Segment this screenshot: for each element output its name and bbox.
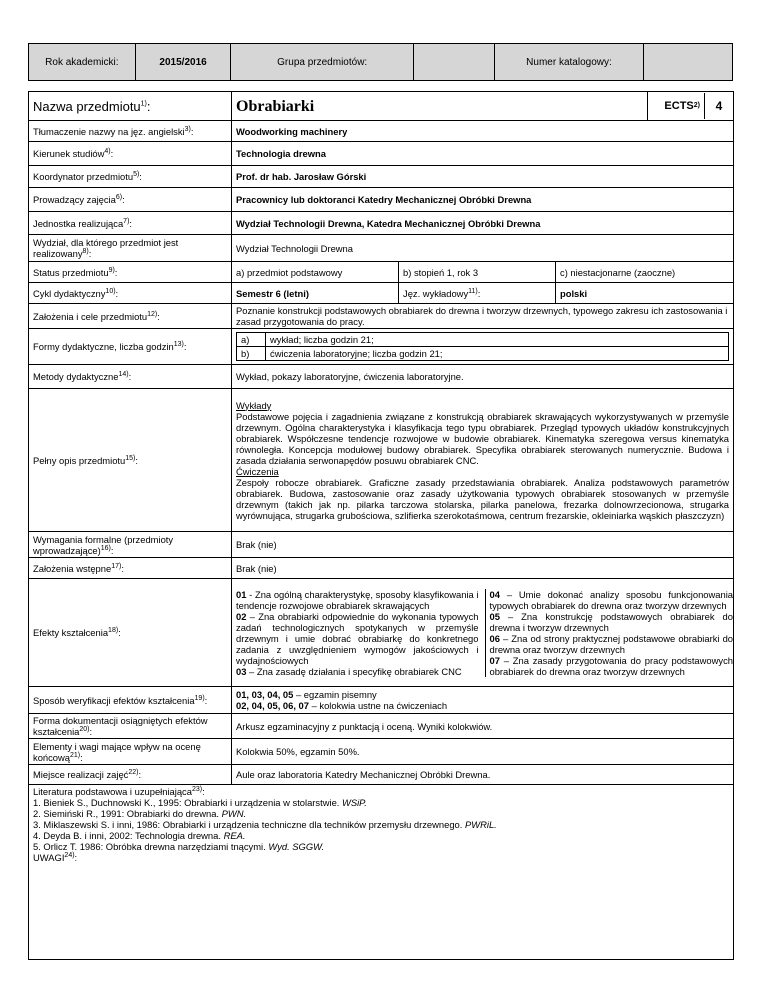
forms-item — [237, 333, 729, 347]
weights-row — [29, 739, 734, 765]
forms-item-text: ćwiczenia laboratoryjne; liczba godzin 21; — [266, 347, 729, 361]
aims-row — [29, 304, 734, 329]
status-row — [29, 262, 734, 283]
verification-label: Sposób weryfikacji efektów kształcenia$^{19)}$: — [29, 687, 232, 714]
verification-value — [232, 687, 734, 714]
forms-item-letter: a) — [237, 333, 266, 347]
formal-row — [29, 532, 734, 558]
catalog-value — [644, 44, 732, 80]
methods-label: Metody dydaktyczne$^{14)}$: — [29, 365, 232, 389]
formal-label: Wymagania formalne (przedmioty wprowadzające)$^{16)}$: — [29, 532, 232, 558]
prereq-value: Brak (nie) — [232, 558, 734, 579]
catalog-label: Numer katalogowy: — [495, 44, 645, 80]
outcome-item: 01 - Zna ogólną charakterystykę, sposoby klasyfikowania i tendencje rozwojowe obrabiarek skrawających — [236, 588, 479, 611]
outcome-item: 07 – Zna zasady przygotowania do pracy podstawowych obrabiarek do drewna oraz tworzyw drzewnych — [489, 654, 733, 677]
coordinator-row — [29, 166, 734, 188]
coordinator-value: Prof. dr hab. Jarosław Górski — [232, 166, 734, 188]
outcomes-columns — [236, 589, 733, 677]
forms-item — [237, 347, 729, 361]
course-card-table — [28, 91, 734, 960]
outcome-item: 03 – Zna zasadę działania i specyfikę obrabiarek CNC — [236, 665, 462, 677]
forms-value — [232, 329, 734, 365]
outcomes-row — [29, 579, 734, 687]
weights-value: Kolokwia 50%, egzamin 50%. — [232, 739, 734, 765]
cycle-label: Cykl dydaktyczny$^{10)}$: — [29, 283, 232, 304]
cycle-row — [29, 283, 734, 304]
translation-label: Tłumaczenie nazwy na jęz. angielski$^{3)}$: — [29, 121, 232, 142]
outcomes-left — [236, 589, 485, 677]
literature-item: 2. Siemiński R., 1991: Obrabiarki do drewna. PWN. — [33, 808, 247, 819]
field-label: Kierunek studiów$^{4)}$: — [29, 142, 232, 166]
unit-value: Wydział Technologii Drewna, Katedra Mechanicznej Obróbki Drewna — [232, 212, 734, 235]
language-value: polski — [556, 283, 734, 304]
place-value: Aule oraz laboratoria Katedry Mechanicznej Obróbki Drewna. — [232, 765, 734, 785]
remarks-label: UWAGI$^{24)}$: — [33, 851, 78, 863]
status-label: Status przedmiotu$^{9)}$: — [29, 262, 232, 283]
forms-item-text: wykład; liczba godzin 21; — [266, 333, 729, 347]
faculty-row — [29, 235, 734, 262]
literature-item: 4. Deyda B. i inni, 2002: Technologia drewna. REA. — [33, 830, 246, 841]
year-value: 2015/2016 — [136, 44, 232, 80]
aims-value: Poznanie konstrukcji podstawowych obrabiarek do drewna i tworzyw drzewnych, typowego zakresu ich zastosowania i zasad przygotowania do pracy. — [232, 304, 734, 329]
faculty-label: Wydział, dla którego przedmiot jest realizowany$^{8)}$: — [29, 235, 232, 262]
coordinator-label: Koordynator przedmiotu$^{5)}$: — [29, 166, 232, 188]
description-value — [232, 389, 734, 532]
status-mode: c) niestacjonarne (zaoczne) — [556, 262, 734, 283]
semester-value: Semestr 6 (letni) — [232, 283, 399, 304]
exercises-text: Zespoły robocze obrabiarek. Graficzne zasady przedstawiania obrabiarek. Analiza podstawowych parametrów obrabiarek. Budowa, zastosowanie oraz zasady użytkowania typowych obrabiarek stosowanych w przemyśle drzewnym (takich jak np. pilarka tarczowa stolarska, pilarka panelowa, frezarka dolnowrzecionowa, strugarka wyrównująca, strugarka grubościowa, szlifierka szerokotaśmowa, centrum frezarskie, okleiniarka wąskich płaszczyzn) — [236, 476, 729, 521]
outcome-item: 06 – Zna od strony praktycznej podstawowe obrabiarki do drewna oraz tworzyw drzewnych — [489, 632, 733, 655]
documentation-label: Forma dokumentacji osiągniętych efektów kształcenia$^{20)}$: — [29, 714, 232, 739]
literature-item: 5. Orlicz T. 1986: Obróbka drewna narzędziami tnącymi. Wyd. SGGW. — [33, 841, 325, 852]
methods-row — [29, 365, 734, 389]
verification-line: 02, 04, 05, 06, 07 – kolokwia ustne na ćwiczeniach — [236, 700, 448, 711]
ects-label: ECTS 2) — [648, 93, 705, 119]
forms-list — [236, 332, 729, 361]
group-label: Grupa przedmiotów: — [231, 44, 413, 80]
teachers-label: Prowadzący zajęcia$^{6)}$: — [29, 188, 232, 212]
group-value — [414, 44, 495, 80]
field-value: Technologia drewna — [232, 142, 734, 166]
weights-label: Elementy i wagi mające wpływ na ocenę końcową$^{21)}$: — [29, 739, 232, 765]
teachers-value: Pracownicy lub doktoranci Katedry Mechanicznej Obróbki Drewna — [232, 188, 734, 212]
teachers-row — [29, 188, 734, 212]
outcome-item: 05 – Zna konstrukcję podstawowych obrabiarek do drewna i tworzyw drzewnych — [489, 610, 733, 633]
ects-value: 4 — [715, 98, 723, 113]
forms-row — [29, 329, 734, 365]
literature-heading: Literatura podstawowa i uzupełniająca$^{23)}$: — [33, 785, 205, 797]
ects-cell — [648, 92, 734, 121]
literature-item: 1. Bieniek S., Duchnowski K., 1995: Obrabiarki i urządzenia w stolarstwie. WSiP. — [33, 797, 367, 808]
outcome-item: 04 – Umie dokonać analizy sposobu funkcjonowania typowych obrabiarek do drewna oraz tworzyw drzewnych — [489, 588, 733, 611]
prereq-row — [29, 558, 734, 579]
verification-line: 01, 03, 04, 05 – egzamin pisemny — [236, 689, 377, 700]
description-label: Pełny opis przedmiotu$^{15)}$: — [29, 389, 232, 532]
faculty-value: Wydział Technologii Drewna — [232, 235, 734, 262]
course-name-label: Nazwa przedmiotu$^{1)}$: — [29, 92, 232, 121]
formal-value: Brak (nie) — [232, 532, 734, 558]
exercises-heading: Ćwiczenia — [236, 465, 279, 477]
outcomes-right — [485, 589, 734, 677]
lectures-text: Podstawowe pojęcia i zagadnienia związane z konstrukcją obrabiarek skrawających wykorzystywanych w przemyśle drzewnym. Ogólna charakterystyka i klasyfikacja tego typu obrabiarek. Przegląd typowych układów konstrukcyjnych obrabiarek. Współczesne tendencje rozwojowe w budowie obrabiarek. Kinematyka szeregowa versus kinematyka równoległa. Koncepcja modułowej budowy obrabiarek. Specyfika obrabiarek sterowanych numerycznie. Budowa i zasada działania serwonapędów posuwu obrabiarek CNC. — [236, 410, 729, 466]
documentation-value: Arkusz egzaminacyjny z punktacją i oceną. Wyniki kolokwiów. — [232, 714, 734, 739]
language-label: Jęz. wykładowy$^{11)}$: — [399, 283, 556, 304]
unit-row — [29, 212, 734, 235]
lectures-heading: Wykłady — [236, 399, 272, 411]
methods-value: Wykład, pokazy laboratoryjne, ćwiczenia laboratoryjne. — [232, 365, 734, 389]
translation-row — [29, 121, 734, 142]
forms-item-letter: b) — [237, 347, 266, 361]
status-type: a) przedmiot podstawowy — [232, 262, 399, 283]
translation-value: Woodworking machinery — [232, 121, 734, 142]
outcome-item: 02 – Zna obrabiarki odpowiednie do wykonania typowych zadań technologicznych spotykanych w przemyśle drzewnym i umie dobrać obrabiarkę do konkretnego zadania z uwzględnieniem wymogów jakościowych i wydajnościowych — [236, 610, 479, 666]
forms-label: Formy dydaktyczne, liczba godzin$^{13)}$: — [29, 329, 232, 365]
literature-row — [29, 785, 734, 960]
literature-item: 3. Miklaszewski S. i inni, 1986: Obrabiarki i urządzenia techniczne dla techników przemysłu drzewnego. PWRiL. — [33, 819, 497, 830]
outcomes-value — [232, 579, 734, 687]
aims-label: Założenia i cele przedmiotu$^{12)}$: — [29, 304, 232, 329]
unit-label: Jednostka realizująca$^{7)}$: — [29, 212, 232, 235]
place-row — [29, 765, 734, 785]
literature-cell — [29, 785, 734, 960]
verification-row — [29, 687, 734, 714]
prereq-label: Założenia wstępne$^{17)}$: — [29, 558, 232, 579]
year-label: Rok akademicki: — [29, 44, 136, 80]
course-name-row — [29, 92, 734, 121]
status-level: b) stopień 1, rok 3 — [399, 262, 556, 283]
place-label: Miejsce realizacji zajęć$^{22)}$: — [29, 765, 232, 785]
outcomes-label: Efekty kształcenia$^{18)}$: — [29, 579, 232, 687]
documentation-row — [29, 714, 734, 739]
field-row — [29, 142, 734, 166]
header-strip — [28, 43, 733, 81]
course-name-value: Obrabiarki — [232, 92, 648, 121]
description-row — [29, 389, 734, 532]
